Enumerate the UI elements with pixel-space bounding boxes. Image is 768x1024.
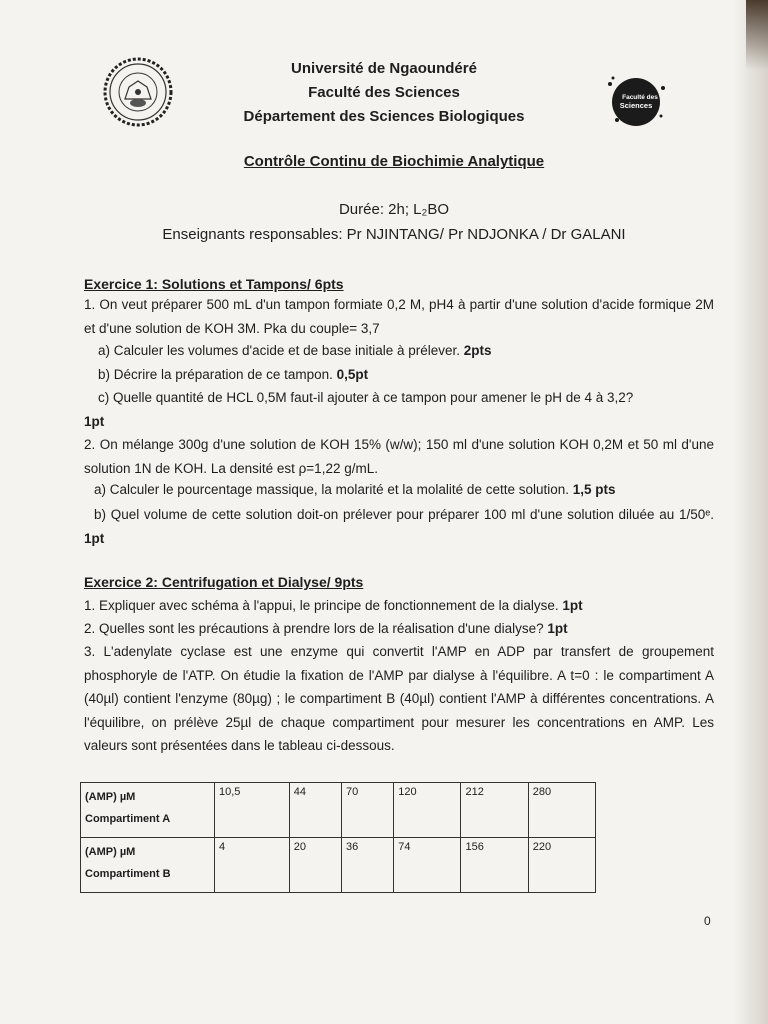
ex2-question-3: 3. L'adenylate cyclase est une enzyme qui convertit l'AMP en ADP par transfert de groupement phosphoryle de l'ATP. On étudie la fixation de l'AMP par dialyse à l'équilibre. A t=0 : le compartiment A (40µl) contient l'enzyme (80µg) ; le compartiment B (40µl) contient l'AMP à différentes concentrations. A l'équilibre, on prélève 25µl de chaque compartiment pour mesurer les concentrations en AMP. Les valeurs sont présentées dans le tableau ci-dessous. <box>84 644 714 753</box>
row-label-name: Compartiment B <box>85 868 171 880</box>
table-cell: 20 <box>289 838 341 893</box>
ex1-question-2b <box>84 503 714 550</box>
ex1-q1a-points: 2pts <box>463 343 492 358</box>
ex1-q1b-text: b) Décrire la préparation de ce tampon. <box>98 367 333 382</box>
table-cell: 44 <box>289 783 341 838</box>
table-cell: 120 <box>394 783 461 838</box>
ex2-q2-points: 1pt <box>547 621 568 636</box>
table-cell: 10,5 <box>215 783 290 838</box>
table-cell: 220 <box>528 838 595 893</box>
exam-title: Contrôle Continu de Biochimie Analytique <box>243 153 545 170</box>
row-label-unit: (AMP) µM <box>85 791 136 803</box>
table-cell: 74 <box>394 838 461 893</box>
exercise-1-title: Exercice 1: Solutions et Tampons/ 6pts <box>84 276 344 292</box>
ex1-question-1a <box>98 343 492 358</box>
faculty-name: Faculté des Sciences <box>308 84 460 101</box>
ex2-q1-points: 1pt <box>562 598 583 613</box>
ex2-q2-text: 2. Quelles sont les précautions à prendre lors de la réalisation d'une dialyse? <box>84 621 544 636</box>
exercise-2-title: Exercice 2: Centrifugation et Dialyse/ 9pts <box>84 574 364 590</box>
ex1-question-1: 1. On veut préparer 500 mL d'un tampon formiate 0,2 M, pH4 à partir d'une solution d'acide formique 2M et d'une solution de KOH 3M. Pka du couple= 3,7 <box>84 297 714 336</box>
ex1-q2a-text: a) Calculer le pourcentage massique, la molarité et la molalité de cette solution. <box>94 482 569 497</box>
teachers-line: Enseignants responsables: Pr NJINTANG/ Pr NDJONKA / Dr GALANI <box>162 226 626 243</box>
table-cell: 4 <box>215 838 290 893</box>
ex1-q2b-points: 1pt <box>84 530 105 546</box>
table-cell: 212 <box>461 783 528 838</box>
ex2-q1-text: 1. Expliquer avec schéma à l'appui, le principe de fonctionnement de la dialyse. <box>84 598 559 613</box>
ex1-question-2: 2. On mélange 300g d'une solution de KOH 15% (w/w); 150 ml d'une solution KOH 0,2M et 50 ml d'une solution 1N de KOH. La densité est ρ=1,22 g/mL. <box>84 437 714 476</box>
ex1-q1c-text: c) Quelle quantité de HCL 0,5M faut-il ajouter à ce tampon pour amener le pH de 4 à 3,2? <box>98 390 634 405</box>
ex1-question-2a <box>94 482 616 497</box>
ex2-question-2 <box>84 621 568 636</box>
row-label-unit: (AMP) µM <box>85 846 136 858</box>
ex1-q1c-points: 1pt <box>84 414 105 429</box>
ex1-q2b-text: b) Quel volume de cette solution doit-on prélever pour préparer 100 ml d'une solution diluée au 1/50ᵉ. <box>94 507 714 522</box>
faculty-logo-line2: Sciences <box>619 101 653 110</box>
faculty-logo-line1: Faculté des <box>622 94 658 101</box>
ex1-q1a-text: a) Calculer les volumes d'acide et de base initiale à prélever. <box>98 343 461 358</box>
table-row <box>81 838 596 893</box>
table-cell: 70 <box>341 783 393 838</box>
department-name: Département des Sciences Biologiques <box>243 108 525 125</box>
row-label-name: Compartiment A <box>85 813 171 825</box>
ex1-q1b-points: 0,5pt <box>336 367 369 382</box>
table-cell: 156 <box>461 838 528 893</box>
table-row <box>81 783 596 838</box>
ex1-question-1b <box>98 367 368 382</box>
ex2-question-1 <box>84 598 583 613</box>
table-cell: 280 <box>528 783 595 838</box>
table-cell: 36 <box>341 838 393 893</box>
university-name: Université de Ngaoundéré <box>291 60 477 77</box>
row-label-compartment-b <box>81 838 215 893</box>
exam-duration: Durée: 2h; L₂BO <box>338 201 450 218</box>
page-number: 0 <box>704 914 711 928</box>
row-label-compartment-a <box>81 783 215 838</box>
amp-concentration-table <box>80 782 596 893</box>
ex1-q2a-points: 1,5 pts <box>572 482 616 497</box>
